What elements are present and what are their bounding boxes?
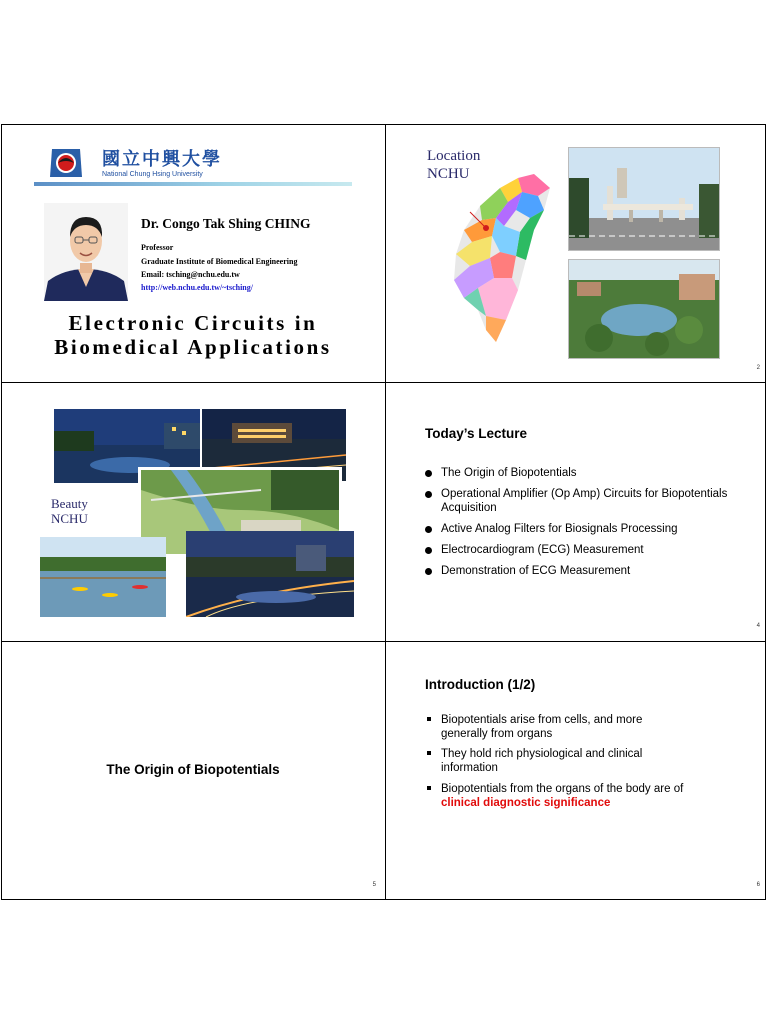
university-name-english: National Chung Hsing University <box>102 171 203 178</box>
campus-lake-photo <box>568 259 720 359</box>
slide-5 <box>2 642 384 900</box>
professor-email: Email: tsching@nchu.edu.tw <box>141 270 240 279</box>
course-title-line-1: Electronic Circuits in <box>68 311 318 335</box>
page-number: 4 <box>756 623 760 629</box>
beauty-label: Beauty NCHU <box>51 496 88 526</box>
slide-title: Introduction (1/2) <box>425 677 536 692</box>
professor-department: Graduate Institute of Biomedical Engineering <box>141 257 298 266</box>
page-number: 5 <box>372 882 376 888</box>
professor-homepage-link[interactable]: http://web.nchu.edu.tw/~tsching/ <box>141 283 253 292</box>
course-title-line-2: Biomedical Applications <box>54 335 332 359</box>
taiwan-map <box>434 170 554 345</box>
bullet-item: The Origin of Biopotentials <box>441 466 761 480</box>
handout-grid <box>1 124 766 900</box>
highlight-text: clinical diagnostic significance <box>441 797 611 809</box>
professor-title: Professor <box>141 243 174 252</box>
bullet-item: Demonstration of ECG Measurement <box>441 564 761 578</box>
bullet-item: Active Analog Filters for Biosignals Processing <box>441 522 761 536</box>
lake-boating-photo <box>40 537 166 617</box>
slide-3 <box>2 383 384 641</box>
page-number: 6 <box>756 882 760 888</box>
slide-6 <box>386 642 768 900</box>
bullet-item: Operational Amplifier (Op Amp) Circuits for Biopotentials Acquisition <box>441 487 761 515</box>
bullet-item: They hold rich physiological and clinical information <box>441 747 671 775</box>
campus-gate-photo <box>568 147 720 251</box>
location-label: Location NCHU <box>427 148 481 182</box>
section-title: The Origin of Biopotentials <box>106 762 280 777</box>
page-number: 2 <box>756 365 760 371</box>
header-rule <box>34 182 352 186</box>
professor-name: Dr. Congo Tak Shing CHING <box>141 216 311 231</box>
bullet-item: Biopotentials from the organs of the body are of clinical diagnostic significance <box>441 782 731 810</box>
slide-title: Today’s Lecture <box>425 426 528 441</box>
slide-2 <box>386 125 768 383</box>
slide-4 <box>386 383 768 641</box>
riverside-night-photo <box>186 531 354 617</box>
slide-1 <box>2 125 384 383</box>
professor-portrait <box>44 203 128 301</box>
bullet-item: Electrocardiogram (ECG) Measurement <box>441 543 761 557</box>
bullet-item: Biopotentials arise from cells, and more generally from organs <box>441 713 671 741</box>
university-emblem-icon <box>48 147 84 179</box>
university-name-chinese: 國立中興大學 <box>102 149 222 170</box>
